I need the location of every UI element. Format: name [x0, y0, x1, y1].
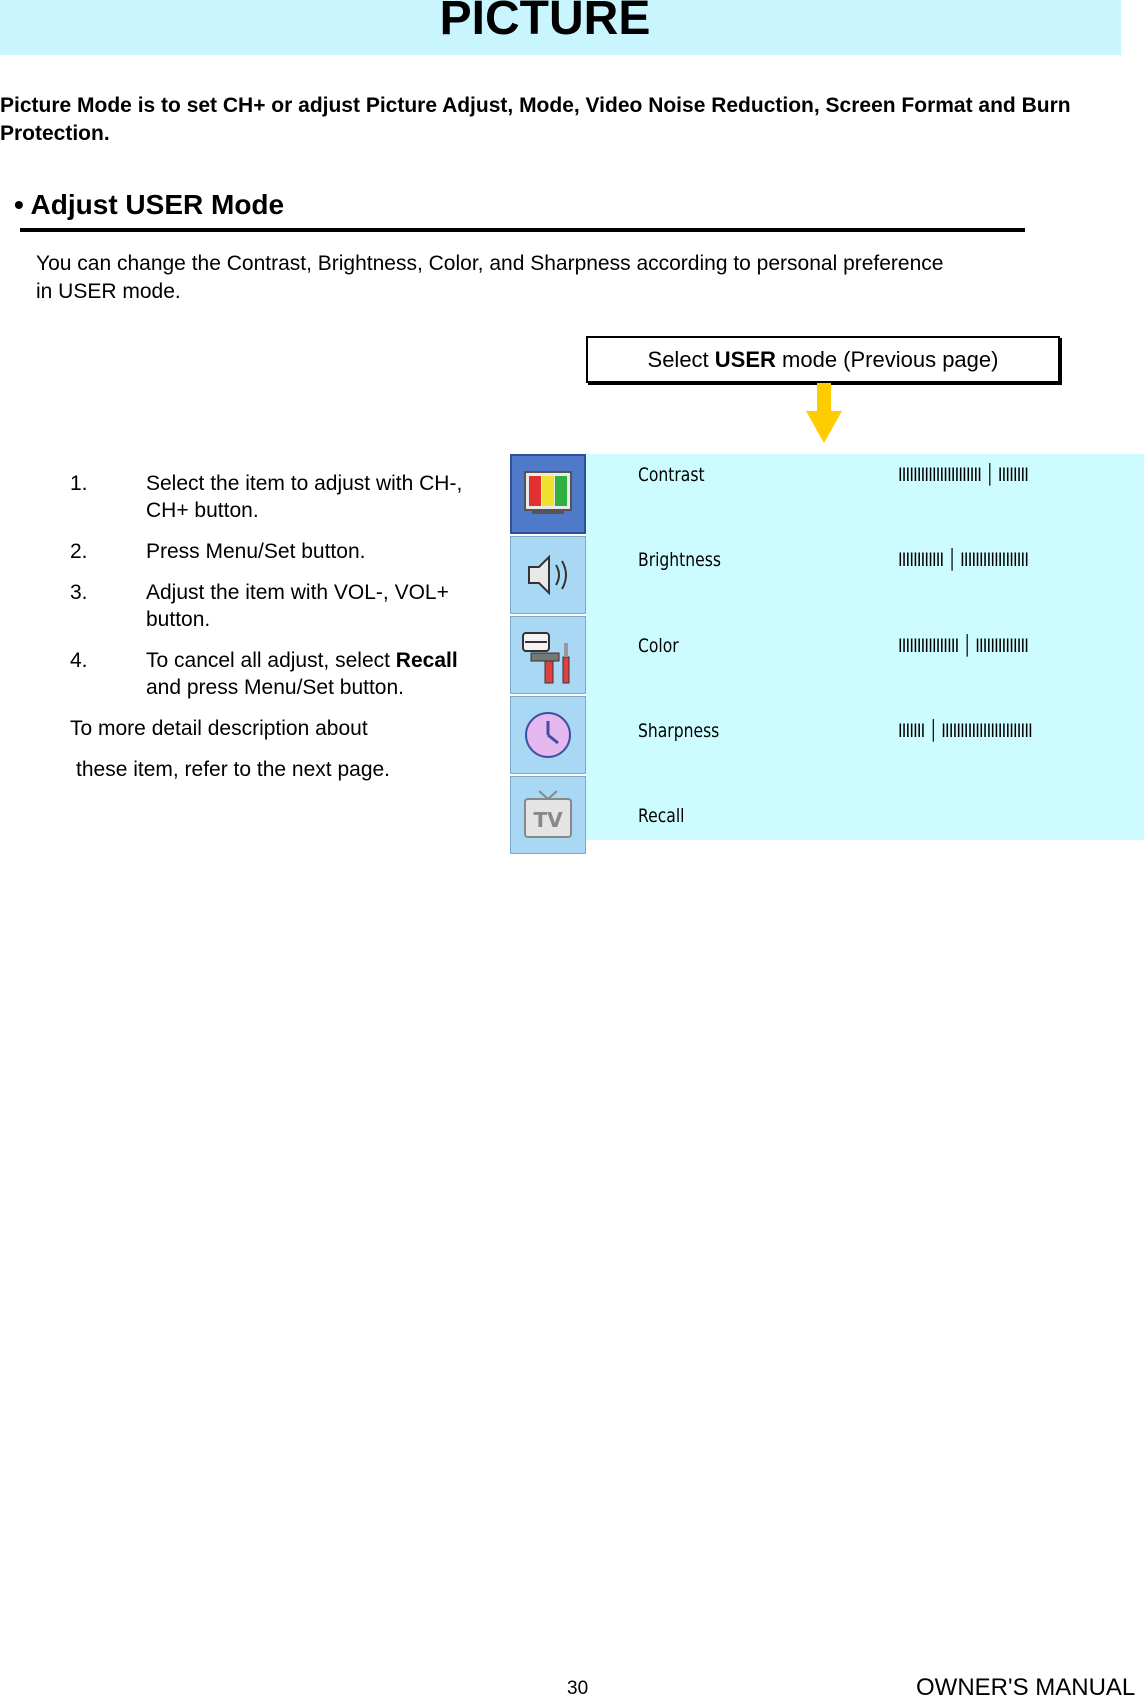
page-number: 30 — [567, 1678, 589, 1699]
level-bar-left: IIIIIIIIIIIIIIIIIIIIII — [898, 464, 982, 486]
menu-icon-column — [510, 454, 586, 856]
level-bar-right: IIIIIIIIIIIIII — [975, 635, 1029, 657]
picture-menu-tab[interactable] — [510, 454, 586, 534]
step-text-pre: To cancel all adjust, select — [146, 649, 396, 672]
step-text: Adjust the item with VOL-, VOL+ button. — [146, 581, 449, 631]
sound-icon — [511, 537, 585, 613]
level-bar: IIIIIIIIIIII │ IIIIIIIIIIIIIIIIII — [898, 549, 1029, 571]
section-description: You can change the Contrast, Brightness, Color, and Sharpness according to personal preference in USER mode. — [36, 252, 944, 303]
menu-item-label: Sharpness — [638, 720, 720, 742]
clock-icon — [511, 697, 585, 773]
step-text: Press Menu/Set button. — [146, 540, 366, 563]
level-bar: IIIIIII │ IIIIIIIIIIIIIIIIIIIIIIII — [898, 720, 1032, 742]
osd-menu — [510, 454, 1144, 846]
recall-keyword: Recall — [395, 649, 458, 672]
menu-item-sharpness[interactable] — [586, 710, 1144, 750]
level-bar: IIIIIIIIIIIIIIII │ IIIIIIIIIIIIII — [898, 635, 1029, 657]
step-item — [70, 579, 480, 633]
menu-item-color[interactable] — [586, 625, 1144, 665]
footer-manual-label: OWNER'S MANUAL — [916, 1674, 1136, 1701]
menu-item-contrast[interactable] — [586, 454, 1144, 494]
step-number: 4. — [70, 649, 88, 672]
level-bar-left: IIIIIIIIIIII — [898, 549, 944, 571]
title-band — [0, 0, 1121, 55]
page-title: PICTURE — [439, 0, 651, 45]
menu-item-brightness[interactable] — [586, 539, 1144, 579]
step-item — [70, 470, 480, 524]
intro-text: Picture Mode is to set CH+ or adjust Picture Adjust, Mode, Video Noise Reduction, Screen Format and Burn Protection. — [0, 94, 1071, 145]
level-bar-left: IIIIIIIIIIIIIIII — [898, 635, 959, 657]
picture-icon — [512, 456, 584, 528]
down-arrow-icon — [804, 383, 844, 445]
select-user-mode-callout — [586, 336, 1060, 383]
menu-panel — [586, 454, 1144, 840]
note-line-1: To more detail description about — [70, 717, 368, 740]
step-number: 3. — [70, 581, 88, 604]
setup-menu-tab[interactable] — [510, 616, 586, 694]
level-bar-right: IIIIIIIIIIIIIIIIII — [960, 549, 1029, 571]
level-bar: IIIIIIIIIIIIIIIIIIIIII │ IIIIIIII — [898, 464, 1029, 486]
step-number: 1. — [70, 472, 88, 495]
menu-item-label: Brightness — [638, 549, 721, 571]
level-bar-right: IIIIIIII — [997, 464, 1029, 486]
step-item — [70, 647, 480, 701]
step-item — [70, 538, 480, 565]
callout-bold: USER — [714, 347, 776, 372]
timer-menu-tab[interactable] — [510, 696, 586, 774]
section-title: • Adjust USER Mode — [14, 189, 285, 220]
step-text-post: and press Menu/Set button. — [146, 676, 404, 699]
callout-prefix: Select — [647, 347, 715, 372]
sound-menu-tab[interactable] — [510, 536, 586, 614]
menu-item-label: Recall — [638, 805, 685, 827]
callout-suffix: mode (Previous page) — [775, 347, 999, 372]
level-bar-left: IIIIIII — [898, 720, 925, 742]
tv-icon — [511, 777, 585, 853]
step-text — [146, 647, 480, 701]
level-bar-right: IIIIIIIIIIIIIIIIIIIIIIII — [941, 720, 1032, 742]
step-list — [70, 470, 480, 783]
section-divider — [20, 228, 1025, 232]
setup-tools-icon — [511, 617, 585, 693]
svg-text:TV: TV — [533, 808, 563, 832]
menu-item-recall[interactable] — [586, 795, 1144, 835]
menu-item-label: Contrast — [638, 464, 705, 486]
note-line-2: these item, refer to the next page. — [76, 758, 391, 781]
step-number: 2. — [70, 540, 88, 563]
step-text: Select the item to adjust with CH-, CH+ button. — [146, 472, 463, 522]
menu-item-label: Color — [638, 635, 679, 657]
channel-menu-tab[interactable] — [510, 776, 586, 854]
